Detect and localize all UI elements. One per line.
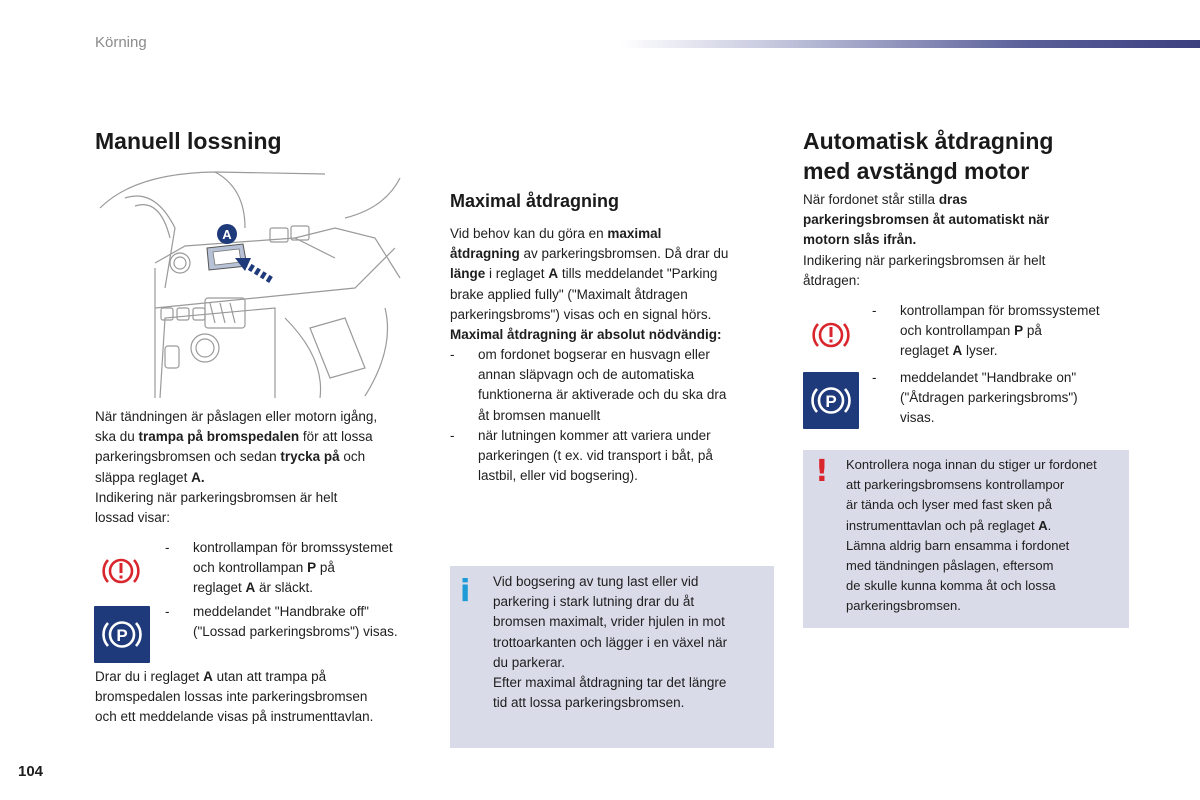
text-line: funktionerna är aktiverade och du ska dra bbox=[478, 387, 727, 403]
bullet-dash: - bbox=[872, 303, 877, 318]
text-line: visas. bbox=[900, 410, 935, 426]
text-line: reglaget A lyser. bbox=[900, 343, 998, 359]
text-line: länge i reglaget A tills meddelandet "Parking bbox=[450, 266, 718, 282]
middle-title: Maximal åtdragning bbox=[450, 191, 620, 211]
text-line: åtdragning av parkeringsbromsen. Då drar du bbox=[450, 246, 729, 262]
text-line: Lämna aldrig barn ensamma i fordonet bbox=[846, 537, 1070, 553]
left-title: Manuell lossning bbox=[95, 128, 282, 154]
text-line: och ett meddelande visas på instrumenttavlan. bbox=[95, 709, 374, 725]
info-text bbox=[493, 572, 727, 713]
text-line: reglaget A är släckt. bbox=[193, 580, 314, 596]
middle-bullet2 bbox=[450, 426, 770, 488]
info-icon: i bbox=[460, 574, 471, 609]
text-line: parkeringsbromsen åt automatiskt när bbox=[803, 212, 1050, 228]
text-line: trottoarkanten och lägger i en växel när bbox=[493, 634, 728, 650]
text-line: ska du trampa på bromspedalen för att lossa bbox=[95, 429, 373, 445]
text-line: annan släpvagn och de automatiska bbox=[478, 367, 695, 383]
header-bar bbox=[620, 40, 1200, 48]
text-line: är tända och lyser med fast sken på bbox=[846, 497, 1052, 513]
text-line: meddelandet "Handbrake off" bbox=[193, 604, 369, 619]
svg-text:P: P bbox=[116, 626, 128, 645]
text-line: Vid bogsering av tung last eller vid bbox=[493, 574, 699, 589]
bullet-dash: - bbox=[165, 540, 170, 555]
bullet-dash: - bbox=[872, 370, 877, 385]
left-para2 bbox=[95, 667, 373, 728]
text-line: kontrollampan för bromssystemet bbox=[900, 303, 1100, 318]
text-line: lossad visar: bbox=[95, 510, 171, 526]
text-line: du parkerar. bbox=[493, 654, 566, 670]
middle-para1 bbox=[450, 224, 728, 345]
text-line: kontrollampan för bromssystemet bbox=[193, 540, 393, 555]
text-line: motorn slås ifrån. bbox=[803, 232, 917, 248]
text-line: Efter maximal åtdragning tar det längre bbox=[493, 675, 727, 691]
text-line: brake applied fully" ("Maximalt åtdragen bbox=[450, 286, 688, 302]
right-bullet1 bbox=[872, 301, 1142, 363]
right-para1 bbox=[803, 190, 1049, 291]
left-bullet2 bbox=[165, 602, 435, 644]
text-line: åtdragen: bbox=[803, 272, 861, 288]
brake-illustration bbox=[95, 168, 407, 398]
text-line: bromspedalen lossas inte parkeringsbromsen bbox=[95, 689, 368, 705]
text-line: när lutningen kommer att variera under bbox=[478, 428, 711, 443]
exclamation-icon: ! bbox=[815, 454, 829, 489]
bullet-dash: - bbox=[165, 604, 170, 619]
text-line: åt bromsen manuellt bbox=[478, 407, 601, 423]
middle-bullet1 bbox=[450, 345, 770, 427]
text-line: När tändningen är påslagen eller motorn igång, bbox=[95, 409, 378, 424]
text-line: När fordonet står stilla dras bbox=[803, 192, 968, 207]
title-line: Automatisk åtdragning bbox=[803, 128, 1054, 154]
right-bullet2 bbox=[872, 368, 1142, 430]
brake-warning-icon bbox=[809, 314, 853, 361]
text-line: Indikering när parkeringsbromsen är helt bbox=[803, 252, 1046, 268]
section-label: Körning bbox=[95, 34, 147, 51]
text-line: Kontrollera noga innan du stiger ur fordonet bbox=[846, 457, 1097, 472]
text-line: de skulle kunna komma åt och lossa bbox=[846, 578, 1056, 594]
brake-warning-icon bbox=[100, 550, 142, 597]
page-number: 104 bbox=[18, 763, 44, 780]
text-line: parkeringsbroms") visas och en signal hörs. bbox=[450, 306, 712, 322]
text-line: parkeringsbromsen. bbox=[846, 598, 961, 614]
info-box bbox=[450, 566, 774, 748]
text-line: släppa reglaget A. bbox=[95, 469, 205, 485]
illustration-label-a: A bbox=[222, 227, 232, 242]
text-line: ("Lossad parkeringsbroms") visas. bbox=[193, 624, 398, 640]
text-line: med tändningen påslagen, eftersom bbox=[846, 558, 1054, 574]
text-line: Vid behov kan du göra en maximal bbox=[450, 226, 662, 241]
text-line: och kontrollampan P på bbox=[900, 323, 1042, 339]
parking-p-icon bbox=[803, 372, 859, 429]
warning-text bbox=[846, 455, 1097, 617]
svg-text:P: P bbox=[825, 392, 837, 411]
text-line: meddelandet "Handbrake on" bbox=[900, 370, 1077, 385]
text-line: ("Åtdragen parkeringsbroms") bbox=[900, 390, 1078, 406]
text-line: parkeringsbromsen och sedan trycka på och bbox=[95, 449, 366, 465]
text-line: om fordonet bogserar en husvagn eller bbox=[478, 347, 710, 362]
text-line: parkeringen (t ex. vid transport i båt, på bbox=[478, 448, 713, 464]
text-line: parkering i stark lutning drar du åt bbox=[493, 594, 695, 610]
text-line: bromsen maximalt, vrider hjulen in mot bbox=[493, 614, 725, 630]
title-line: med avstängd motor bbox=[803, 158, 1030, 184]
left-para1 bbox=[95, 407, 377, 528]
warning-box bbox=[803, 450, 1129, 628]
text-line: tid att lossa parkeringsbromsen. bbox=[493, 695, 685, 711]
text-line: lastbil, eller vid bogsering). bbox=[478, 468, 638, 484]
text-line: Drar du i reglaget A utan att trampa på bbox=[95, 669, 327, 684]
text-line: att parkeringsbromsens kontrollampor bbox=[846, 477, 1065, 493]
text-line: Maximal åtdragning är absolut nödvändig: bbox=[450, 327, 722, 343]
text-line: Indikering när parkeringsbromsen är helt bbox=[95, 489, 338, 505]
left-bullet1 bbox=[165, 538, 435, 600]
text-line: och kontrollampan P på bbox=[193, 560, 335, 576]
parking-p-icon bbox=[94, 606, 150, 663]
bullet-dash: - bbox=[450, 428, 455, 443]
text-line: instrumenttavlan och på reglaget A. bbox=[846, 517, 1052, 533]
right-title bbox=[803, 126, 1053, 186]
bullet-dash: - bbox=[450, 347, 455, 362]
